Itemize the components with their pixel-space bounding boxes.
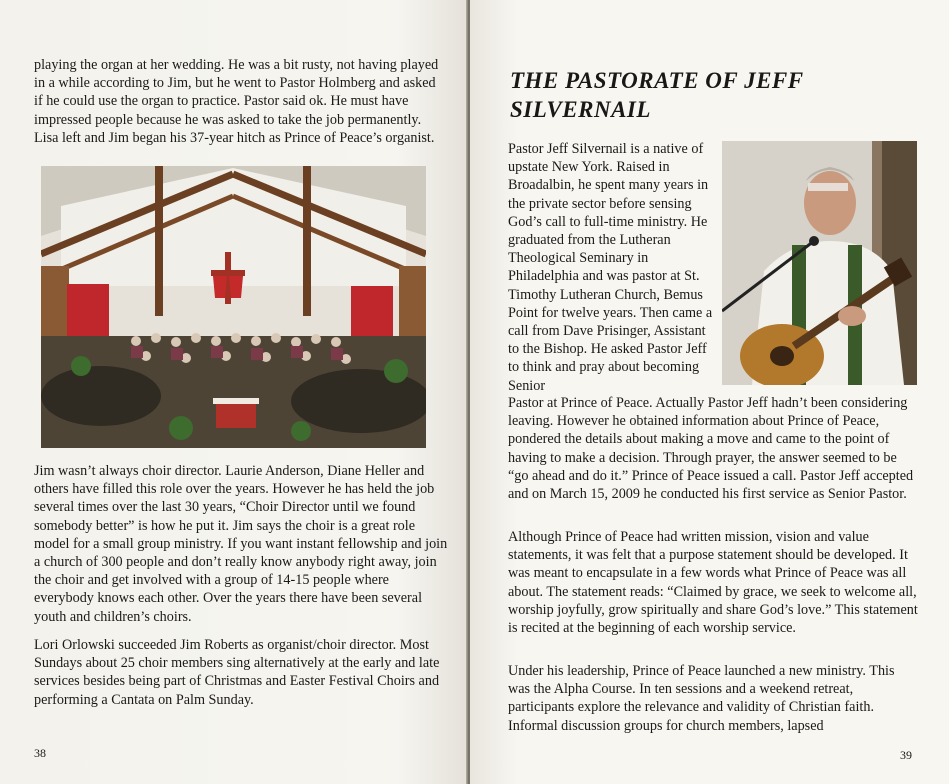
left-paragraph-organ: playing the organ at her wedding. He was a bit rusty, not having played in a while according to Jim, but he went to Pastor Holmberg and asked if he could use the organ to practice. Pastor said ok. He must have impressed people because he was asked to take the job permanently. Lisa left and Jim began his 37-year hitch as Prince of Peace’s organist. — [34, 57, 439, 146]
church-choir-photo — [41, 166, 426, 448]
right-paragraph-alpha: Under his leadership, Prince of Peace launched a new ministry. This was the Alpha Course. In ten sessions and a weekend retreat, participants explore the relevance and validity of Christian faith. Informal discussion groups for church members, lapsed — [508, 663, 895, 734]
right-paragraph-intro-continued: Pastor at Prince of Peace. Actually Pastor Jeff hadn’t been considering leaving. However he obtained information about Prince of Peace, pondered the details about making a move and came to the point of having to make a decision. Through prayer, the answer seemed to be “go ahead and do it.” Prince of Peace issued a call. Pastor Jeff accepted and on March 15, 2009 he conducted his first service as Senior Pastor. — [508, 395, 914, 503]
page-number-left: 38 — [34, 746, 46, 760]
right-page — [470, 0, 949, 784]
left-page — [0, 0, 468, 784]
chapter-title: THE PASTORATE OF JEFF SILVERNAIL — [510, 68, 804, 122]
right-paragraph-intro: Pastor Jeff Silvernail is a native of upstate New York. Raised in Broadalbin, he spent many years in the private sector before sensing God’s call to full-time ministry. He graduated from the Lutheran Theological Seminary in Philadelphia and was pastor at St. Timothy Lutheran Church, Bemus Point for twelve years. Then came a call from Dave Prisinger, Assistant to the Bishop. He asked Pastor Jeff to think and pray about becoming Senior — [508, 141, 713, 394]
left-paragraph-lori: Lori Orlowski succeeded Jim Roberts as organist/choir director. Most Sundays about 25 choir members sing alternatively at the early and late services besides being part of Christmas and Easter Festival Choirs and performing a Cantata on Palm Sunday. — [34, 637, 440, 708]
page-number-right: 39 — [900, 748, 912, 762]
right-paragraph-purpose: Although Prince of Peace had written mission, vision and value statements, it was felt that a purpose statement should be developed. It was meant to encapsulate in a few words what Prince of Peace was all about. The statement reads: “Claimed by grace, we seek to welcome all, worship joyfully, grow spiritually and share God’s love.” This statement is recited at the beginning of each worship service. — [508, 529, 918, 637]
pastor-guitar-photo — [722, 141, 917, 385]
left-paragraph-choir: Jim wasn’t always choir director. Laurie Anderson, Diane Heller and others have filled this role over the years. However he has held the job several times over the last 30 years, “Choir Director until we found somebody better” is how he put it. Jim says the choir is a great role model for a small group ministry. If you want instant fellowship and join a church of 300 people and don’t really know anybody right away, join the choir and get involved with a group of 14-15 people where everybody knows each other. Over the years there have been several youth and children’s choirs. — [34, 463, 448, 625]
